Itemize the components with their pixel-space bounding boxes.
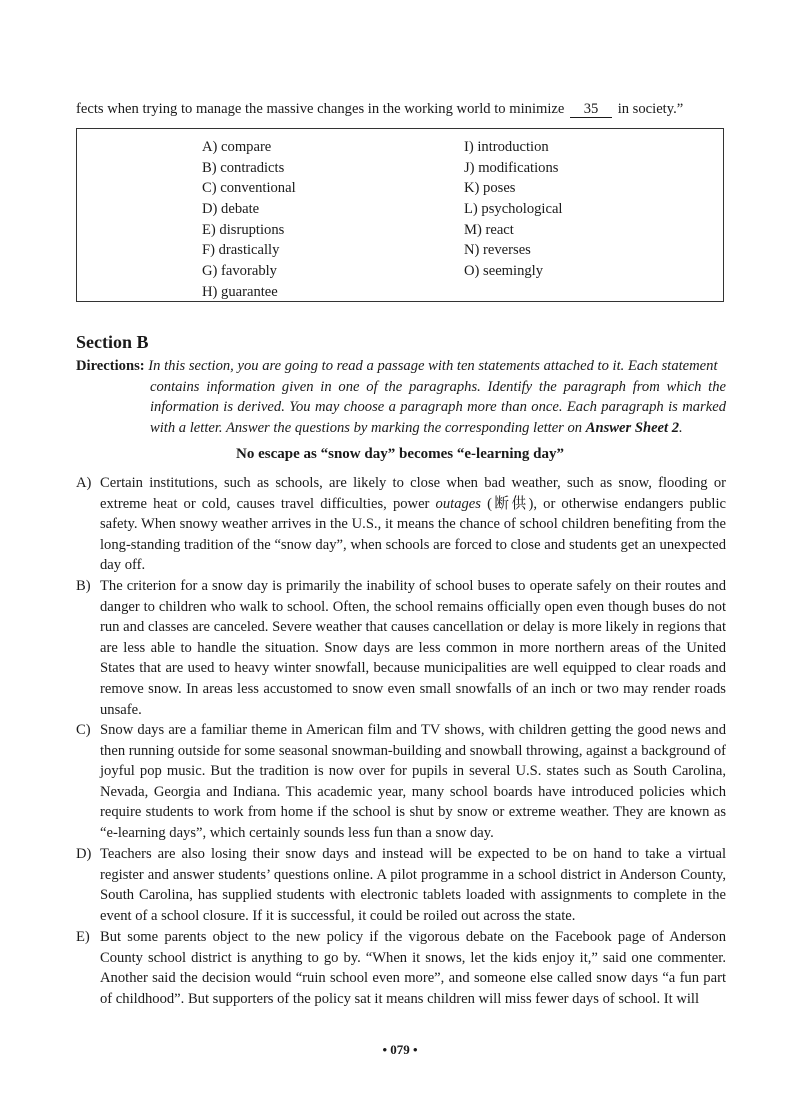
- paragraph-text-part: Certain institutions, such as schools, are likely to close when bad weather, such as snow, flooding or extreme heat or cold, causes travel difficulties, power: [100, 475, 726, 512]
- paragraph-text-part: (断供), or otherwise endangers public safety. When snowy weather arrives in the U.S., it means the chance of school children benefiting from the long-standing tradition of the “snow day”, when schools are forced to close and students get an unexpected day off.: [100, 495, 727, 574]
- word-option: E) disruptions: [202, 221, 285, 238]
- word-option: I) introduction: [464, 139, 549, 155]
- word-bank-left-column: [202, 137, 296, 303]
- paragraph-letter: C): [76, 722, 91, 738]
- paragraph-b: [76, 576, 726, 720]
- directions-text-first: In this section, you are going to read a passage with ten statements attached to it. Each statement: [148, 358, 718, 374]
- paragraph-text: [100, 473, 726, 576]
- paragraph-italic-term: outages: [435, 495, 481, 512]
- word-bank-right-column: [464, 137, 562, 282]
- paragraph-a: [76, 473, 726, 576]
- directions-label: Directions:: [76, 358, 145, 374]
- word-option: F) drastically: [202, 242, 280, 259]
- word-option: D) debate: [202, 201, 260, 218]
- paragraph-d: [76, 844, 726, 926]
- word-option: B) contradicts: [202, 159, 285, 176]
- section-title: Section B: [76, 332, 149, 352]
- intro-text-after: in society.”: [617, 101, 684, 117]
- paragraph-text: But some parents object to the new policy if the vigorous debate on the Facebook page of Anderson County school district is anything to go by. “When it snows, let the kids enjoy it,” said one commenter. Another said the decision would “ruin school even more”, and someone else called snow days “a fun part of childhood”. But supporters of the policy sat it means children will miss fewer days of school. It will: [100, 929, 726, 1007]
- page-number: • 079 •: [382, 1042, 418, 1057]
- passage-title: No escape as “snow day” becomes “e-learning day”: [236, 446, 564, 462]
- directions-continued: [76, 377, 726, 439]
- directions-first-line: [76, 356, 726, 377]
- paragraph-e: [76, 927, 726, 1009]
- word-option: L) psychological: [464, 201, 563, 218]
- word-option: J) modifications: [464, 159, 559, 176]
- word-option: G) favorably: [202, 263, 277, 280]
- word-option: H) guarantee: [202, 283, 278, 300]
- answer-sheet-reference: Answer Sheet 2: [585, 419, 680, 436]
- paragraph-c: [76, 720, 726, 844]
- directions-block: [76, 356, 726, 438]
- paragraph-letter: E): [76, 929, 90, 945]
- paragraph-text: The criterion for a snow day is primarily the inability of school buses to operate safely on their routes and danger to children who walk to school. Often, the school remains officially open even though buses do not run and classes are canceled. Severe weather that causes cancellation or delay is more likely in regions that are less able to handle the situation. Snow days are less common in more northern areas of the United States that are used to heavy winter snowfall, because municipalities are well equipped to clear roads and remove snow. In areas less accustomed to snow even small snowfalls of an inch or two may render roads unsafe.: [100, 578, 726, 718]
- intro-sentence: [76, 99, 726, 119]
- word-option: C) conventional: [202, 180, 296, 197]
- word-option: K) poses: [464, 180, 516, 197]
- paragraph-text: Teachers are also losing their snow days and instead will be expected to be on hand to take a virtual register and answer students’ questions online. A pilot programme in a school district in Anderson County, South Carolina, has supplied students with electronic tablets loaded with assignments to complete in the event of a school closure. If it is successful, it could be roiled out across the state.: [100, 846, 726, 924]
- paragraph-letter: D): [76, 846, 92, 862]
- directions-end: .: [679, 419, 683, 436]
- intro-text-before: fects when trying to manage the massive changes in the working world to minimize: [76, 101, 565, 117]
- directions-text-rest: contains information given in one of the paragraphs. Identify the paragraph from which the information is derived. You may choose a paragraph more than once. Each paragraph is marked with a letter. Answer the questions by marking the corresponding letter on: [150, 378, 726, 436]
- paragraph-letter: A): [76, 475, 92, 491]
- word-option: A) compare: [202, 139, 272, 155]
- answer-blank: 35: [570, 101, 612, 118]
- paragraph-letter: B): [76, 578, 91, 594]
- word-option: M) react: [464, 221, 514, 238]
- word-option: O) seemingly: [464, 263, 544, 280]
- word-option: N) reverses: [464, 242, 531, 259]
- paragraph-text: Snow days are a familiar theme in American film and TV shows, with children getting the good news and then running outside for some seasonal snowman-building and snowball throwing, against a background of joyful pop music. But the tradition is now over for pupils in several U.S. states such as South Carolina, Nevada, Georgia and Indiana. This academic year, many school boards have introduced policies which require students to work from home if the school is shut by snow or extreme weather. They are known as “e-learning days”, which certainly sounds less fun than a snow day.: [100, 722, 726, 841]
- word-bank-box: [76, 128, 724, 302]
